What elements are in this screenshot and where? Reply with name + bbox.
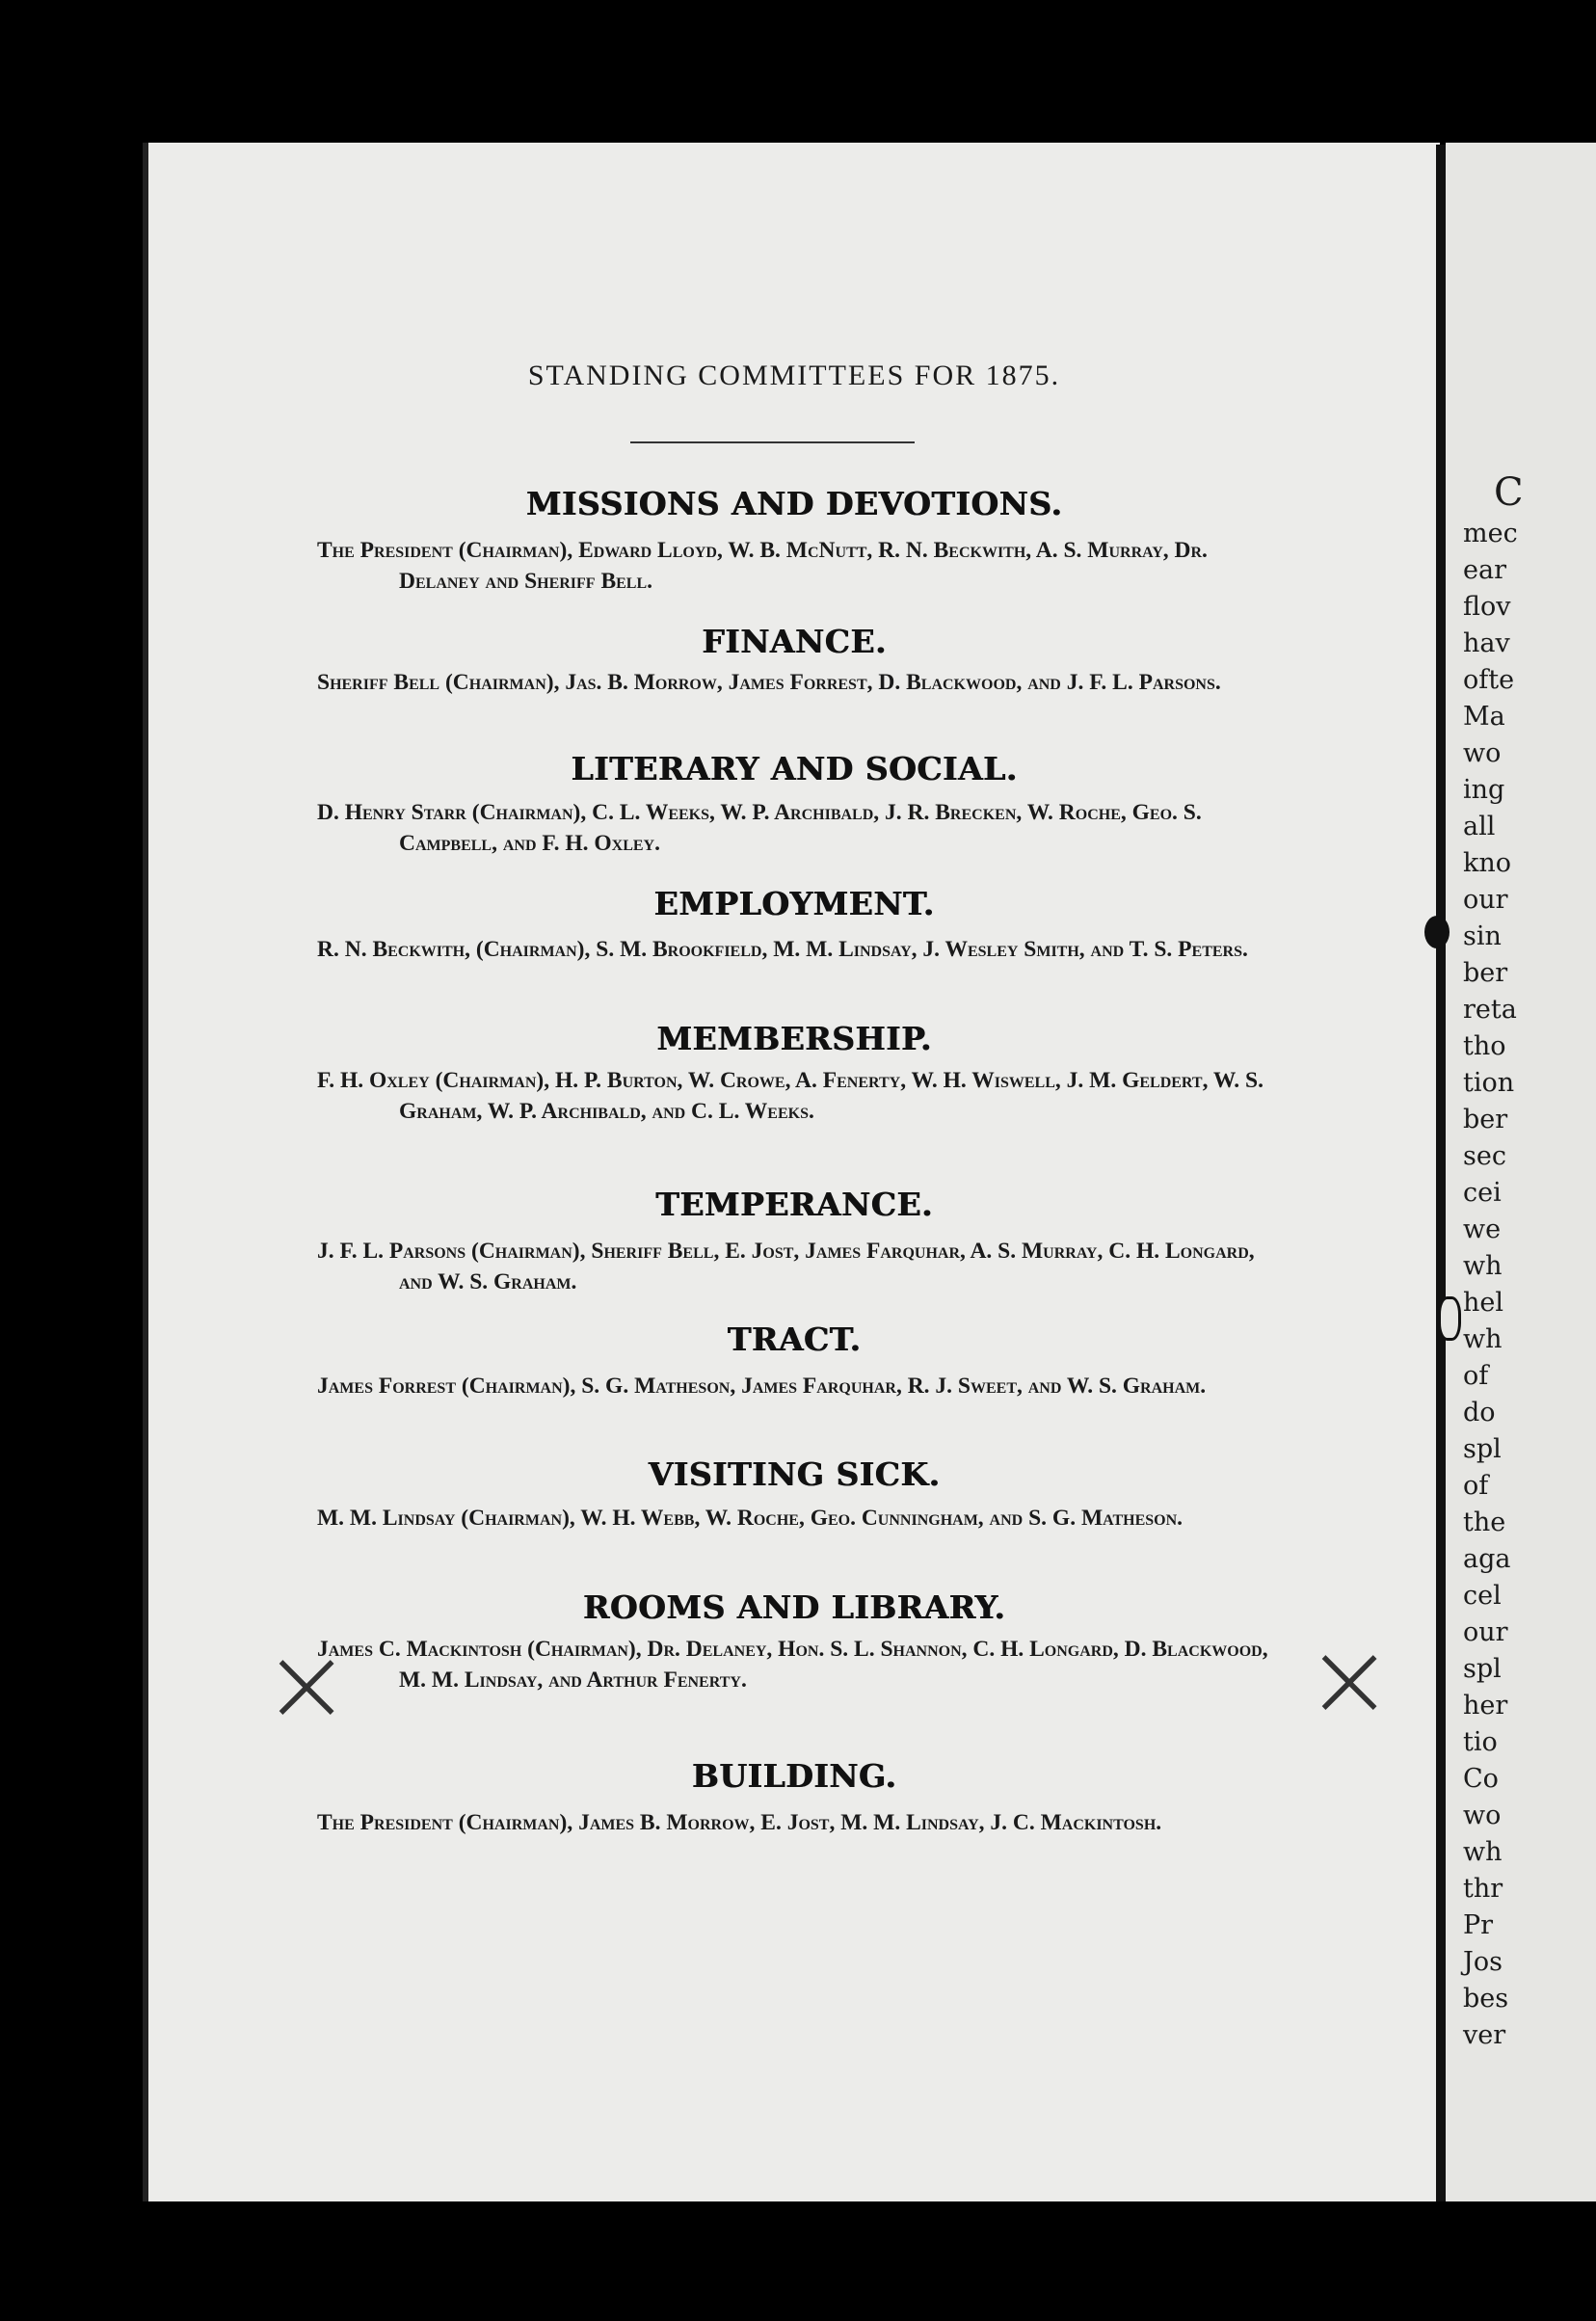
fragment-text: of (1463, 1471, 1489, 1501)
fragment-text: ofte (1463, 665, 1515, 695)
fragment-text: flov (1463, 592, 1511, 622)
fragment-text: bes (1463, 1984, 1509, 2014)
section-title: MEMBERSHIP. (656, 1020, 932, 1057)
binding-hole-mark (1424, 916, 1450, 948)
header-rule (630, 441, 915, 443)
fragment-text: aga (1463, 1544, 1511, 1574)
section-title: LITERARY AND SOCIAL. (571, 750, 1018, 787)
fragment-text: kno (1463, 848, 1512, 878)
fragment-text: Co (1463, 1764, 1499, 1794)
fragment-text: thr (1463, 1874, 1503, 1904)
binding-hole-mark (1438, 1296, 1461, 1341)
fragment-text: spl (1463, 1434, 1502, 1464)
section-title: ROOMS AND LIBRARY. (582, 1588, 1006, 1626)
fragment-text: our (1463, 885, 1508, 915)
fragment-text: sin (1463, 921, 1502, 951)
fragment-text: wo (1463, 738, 1502, 768)
section-title: VISITING SICK. (648, 1455, 941, 1493)
section-members: James C. Mackintosh (Chairman), Dr. Delaney, Hon. S. L. Shannon, C. H. Longard, D. Blackwood, M. M. Lindsay, and Arthur Fenerty. (317, 1637, 1268, 1693)
fragment-text: ber (1463, 958, 1508, 988)
fragment-text: mec (1463, 519, 1518, 548)
gutter-divider (1436, 145, 1446, 2201)
pencil-x-mark-left: × (262, 1622, 352, 1746)
fragment-text: reta (1463, 995, 1517, 1025)
fragment-text: ver (1463, 2020, 1506, 2050)
fragment-text: ear (1463, 555, 1506, 585)
section-members: Sheriff Bell (Chairman), Jas. B. Morrow, James Forrest, D. Blackwood, and J. F. L. Parsons. (317, 670, 1221, 695)
section-members: F. H. Oxley (Chairman), H. P. Burton, W. Crowe, A. Fenerty, W. H. Wiswell, J. M. Geldert, W. S. Graham, W. P. Archibald, and C. L. Weeks. (317, 1068, 1264, 1124)
fragment-text: cei (1463, 1178, 1502, 1208)
fragment-text: Pr (1463, 1910, 1494, 1940)
fragment-text: sec (1463, 1141, 1506, 1171)
fragment-text: hel (1463, 1288, 1504, 1318)
fragment-text: hav (1463, 628, 1510, 658)
fragment-text: wh (1463, 1324, 1503, 1354)
section-members: James Forrest (Chairman), S. G. Matheson, James Farquhar, R. J. Sweet, and W. S. Graham. (317, 1374, 1207, 1399)
fragment-text: the (1463, 1507, 1506, 1537)
fragment-text: tion (1463, 1068, 1515, 1098)
fragment-text: we (1463, 1214, 1502, 1244)
section-title: MISSIONS AND DEVOTIONS. (525, 485, 1063, 522)
fragment-text: our (1463, 1617, 1508, 1647)
section-members: R. N. Beckwith, (Chairman), S. M. Brookfield, M. M. Lindsay, J. Wesley Smith, and T. S. Peters. (317, 937, 1248, 962)
section-title: BUILDING. (691, 1757, 897, 1795)
section-title: TRACT. (727, 1321, 862, 1358)
section-title: FINANCE. (702, 623, 887, 660)
section-members: The President (Chairman), Edward Lloyd, W. B. McNutt, R. N. Beckwith, A. S. Murray, Dr. Delaney and Sheriff Bell. (317, 538, 1208, 594)
section-members: J. F. L. Parsons (Chairman), Sheriff Bell, E. Jost, James Farquhar, A. S. Murray, C. H. Longard, and W. S. Graham. (317, 1239, 1255, 1294)
fragment-text: ber (1463, 1105, 1508, 1134)
adjacent-page-fragment (1446, 143, 1596, 2201)
fragment-text: C (1494, 470, 1524, 515)
fragment-text: her (1463, 1691, 1508, 1721)
section-title: EMPLOYMENT. (653, 885, 935, 922)
section-members: D. Henry Starr (Chairman), C. L. Weeks, W. P. Archibald, J. R. Brecken, W. Roche, Geo. S. Campbell, and F. H. Oxley. (317, 800, 1202, 856)
fragment-text: tio (1463, 1727, 1498, 1757)
section-members: M. M. Lindsay (Chairman), W. H. Webb, W. Roche, Geo. Cunningham, and S. G. Matheson. (317, 1506, 1184, 1531)
fragment-text: tho (1463, 1031, 1506, 1061)
fragment-text: ing (1463, 775, 1505, 805)
fragment-text: do (1463, 1398, 1496, 1427)
section-title: TEMPERANCE. (655, 1186, 933, 1223)
fragment-text: wh (1463, 1251, 1503, 1281)
fragment-text: wo (1463, 1801, 1502, 1830)
fragment-text: Jos (1463, 1947, 1503, 1977)
fragment-text: cel (1463, 1581, 1502, 1611)
fragment-text: Ma (1463, 702, 1505, 732)
page-header: STANDING COMMITTEES FOR 1875. (527, 360, 1061, 391)
document-page (143, 143, 1440, 2201)
fragment-text: all (1463, 812, 1496, 841)
fragment-text: wh (1463, 1837, 1503, 1867)
section-members: The President (Chairman), James B. Morrow, E. Jost, M. M. Lindsay, J. C. Mackintosh. (317, 1810, 1162, 1835)
fragment-text: spl (1463, 1654, 1502, 1684)
fragment-text: of (1463, 1361, 1489, 1391)
pencil-x-mark-right: × (1305, 1617, 1395, 1741)
